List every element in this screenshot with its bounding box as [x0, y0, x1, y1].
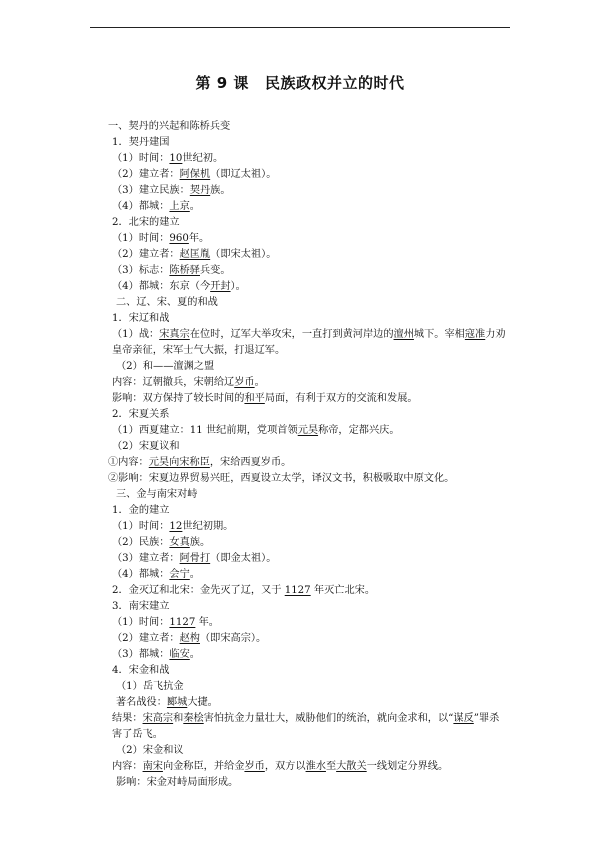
text-line: [108, 695, 508, 711]
underlined-answer: 12: [169, 521, 183, 532]
text-run: （1）西夏建立：11 世纪前期，党项首领: [112, 425, 298, 436]
text-run: ）。: [230, 281, 246, 292]
text-line: [108, 295, 508, 311]
underlined-answer: 960: [169, 233, 189, 244]
underlined-answer: 郾城: [166, 697, 188, 708]
underlined-answer: 寇准: [464, 329, 486, 340]
text-run: 向金称臣，并给金: [162, 761, 245, 772]
page-title: [0, 72, 600, 93]
text-line: [108, 759, 508, 775]
text-run: （3）都城：: [112, 649, 170, 660]
text-run: （1）岳飞抗金: [116, 681, 184, 692]
text-run: 害怕抗金力量壮大，威胁他们的统治，就向金求和，以“: [203, 713, 454, 724]
underlined-answer: 1127: [284, 585, 311, 596]
text-run: 三、金与南宋对峙: [116, 489, 198, 500]
text-line: [108, 199, 508, 215]
text-line: [108, 151, 508, 167]
text-line: [108, 215, 508, 231]
underlined-answer: 秦桧: [183, 713, 204, 724]
text-line: [108, 471, 508, 487]
text-line: [108, 407, 508, 423]
header-rule: [90, 27, 510, 28]
text-run: 1．契丹建国: [112, 137, 170, 148]
text-line: [108, 263, 508, 279]
text-line: [108, 439, 508, 455]
underlined-answer: 阿骨打: [179, 553, 211, 564]
text-run: 4．宋金和战: [112, 665, 170, 676]
lesson-number: 第 9 课: [195, 74, 249, 92]
underlined-answer: 赵构: [179, 633, 200, 644]
text-run: ②影响：宋夏边界贸易兴旺，西夏设立太学，译汉文书，积极吸取中原文化。: [108, 473, 455, 484]
text-run: ，宋给西夏岁币。: [209, 457, 292, 468]
text-line: [108, 647, 508, 663]
document-body: [108, 119, 508, 791]
underlined-answer: 临安: [169, 649, 190, 660]
text-run: 年。: [188, 233, 210, 244]
text-run: （3）建立民族：: [112, 185, 190, 196]
text-run: 2．金灭辽和北宋：金先灭了辽，又于: [112, 585, 285, 596]
text-run: 著名战役：: [116, 697, 167, 708]
text-line: [108, 743, 508, 759]
text-line: [108, 551, 508, 567]
text-run: 影响：双方保持了较长时间的: [112, 393, 245, 404]
text-line: [108, 183, 508, 199]
text-line: [108, 135, 508, 151]
text-run: （3）建立者：: [112, 553, 180, 564]
text-run: 。: [189, 201, 200, 212]
text-line: [108, 519, 508, 535]
lesson-name: 民族政权并立的时代: [264, 74, 405, 92]
text-run: ，双方以: [264, 761, 306, 772]
underlined-answer: 会宁: [169, 569, 190, 580]
text-run: 年灭亡北宋。: [310, 585, 376, 596]
text-run: 3．南宋建立: [112, 601, 170, 612]
underlined-answer: 岁币: [244, 761, 265, 772]
text-line: [108, 711, 508, 743]
underlined-answer: 女真: [169, 537, 190, 548]
underlined-answer: 淮水: [305, 761, 326, 772]
text-run: 。: [189, 569, 200, 580]
text-run: （1）时间：: [112, 233, 170, 244]
text-run: 。: [254, 377, 265, 388]
text-line: [108, 631, 508, 647]
underlined-answer: 澶州: [393, 329, 414, 340]
text-run: 1．宋辽和战: [112, 313, 170, 324]
text-line: [108, 279, 508, 295]
text-run: （1）战：: [112, 329, 160, 340]
text-line: [108, 247, 508, 263]
text-run: 兵变。: [199, 265, 231, 276]
underlined-answer: 谋反: [453, 713, 474, 724]
text-line: [108, 503, 508, 519]
text-run: （1）时间：: [112, 521, 170, 532]
text-run: 大捷。: [187, 697, 218, 708]
text-run: （即宋高宗）。: [199, 633, 267, 644]
text-line: [108, 423, 508, 439]
text-run: 二、辽、宋、夏的和战: [116, 297, 218, 308]
text-line: [108, 391, 508, 407]
underlined-answer: 大散关: [336, 761, 367, 772]
text-run: 宋金对峙局面形成。: [146, 777, 239, 788]
text-run: 族。: [210, 185, 231, 196]
text-line: [108, 535, 508, 551]
text-run: 影响：: [116, 777, 147, 788]
text-run: 2．宋夏关系: [112, 409, 170, 420]
underlined-answer: 和平: [244, 393, 265, 404]
underlined-answer: 宋高宗: [142, 713, 174, 724]
text-run: （1）时间：: [112, 617, 170, 628]
underlined-answer: 契丹: [189, 185, 211, 196]
text-line: [108, 583, 508, 599]
text-run: （2）建立者：: [112, 249, 180, 260]
text-line: [108, 775, 508, 791]
text-run: 在位时，辽军大举攻宋，一直打到黄河岸边的: [189, 329, 394, 340]
text-run: 世纪初。: [182, 153, 224, 164]
text-line: [108, 615, 508, 631]
text-run: （即金太祖）。: [210, 553, 277, 564]
text-line: [108, 119, 508, 135]
text-line: [108, 663, 508, 679]
text-run: （4）都城：: [112, 201, 170, 212]
underlined-answer: 岁币: [234, 377, 255, 388]
text-line: [108, 567, 508, 583]
underlined-answer: 上京: [169, 201, 190, 212]
underlined-answer: 1127: [169, 617, 196, 628]
text-run: 2．北宋的建立: [112, 217, 180, 228]
underlined-answer: 南宋: [142, 761, 163, 772]
text-run: 内容：辽朝撤兵，宋朝给辽: [112, 377, 235, 388]
text-line: [108, 679, 508, 695]
underlined-answer: 开封: [210, 281, 231, 292]
text-line: [108, 231, 508, 247]
text-run: ①内容：: [108, 457, 149, 468]
text-run: 局面，有利于双方的交流和发展。: [264, 393, 418, 404]
text-run: （4）都城：: [112, 569, 170, 580]
text-run: （2）建立者：: [112, 633, 180, 644]
underlined-answer: 元昊向宋称臣: [148, 457, 210, 468]
text-run: 和: [173, 713, 184, 724]
text-line: [108, 455, 508, 471]
text-run: 族。: [189, 537, 211, 548]
text-run: 内容：: [112, 761, 143, 772]
text-run: （即辽太祖）。: [210, 169, 277, 180]
text-line: [108, 359, 508, 375]
text-line: [108, 375, 508, 391]
text-run: （3）标志：: [112, 265, 170, 276]
text-line: [108, 487, 508, 503]
text-run: （1）时间：: [112, 153, 170, 164]
underlined-answer: 赵匡胤: [179, 249, 211, 260]
text-run: （2）和——澶渊之盟: [116, 361, 215, 372]
text-run: 称帝，定都兴庆。: [318, 425, 400, 436]
underlined-answer: 元昊: [297, 425, 319, 436]
text-line: [108, 599, 508, 615]
text-run: 年。: [195, 617, 219, 628]
text-run: 至: [325, 761, 337, 772]
text-run: （2）宋夏议和: [112, 441, 180, 452]
text-run: （2）宋金和议: [116, 745, 184, 756]
text-line: [108, 167, 508, 183]
text-run: 一、契丹的兴起和陈桥兵变: [108, 121, 231, 132]
text-line: [108, 311, 508, 327]
underlined-answer: 陈桥驿: [169, 265, 200, 276]
text-run: 1．金的建立: [112, 505, 170, 516]
text-run: 城下。宰相: [413, 329, 465, 340]
text-run: （2）民族：: [112, 537, 170, 548]
text-line: [108, 327, 508, 359]
text-run: 力劝皇帝亲征，宋军士气大振，打退辽军。: [112, 329, 506, 356]
text-run: 世纪初期。: [182, 521, 234, 532]
underlined-answer: 宋真宗: [159, 329, 190, 340]
text-run: ”罪杀害了岳飞。: [112, 713, 500, 740]
text-run: （2）建立者：: [112, 169, 180, 180]
text-run: 。: [189, 649, 200, 660]
text-run: 一线划定分界线。: [366, 761, 449, 772]
underlined-answer: 10: [169, 153, 183, 164]
text-run: 结果：: [112, 713, 143, 724]
text-run: （即宋太祖）。: [210, 249, 277, 260]
underlined-answer: 阿保机: [179, 169, 211, 180]
text-run: （4）都城：东京（今: [112, 281, 211, 292]
